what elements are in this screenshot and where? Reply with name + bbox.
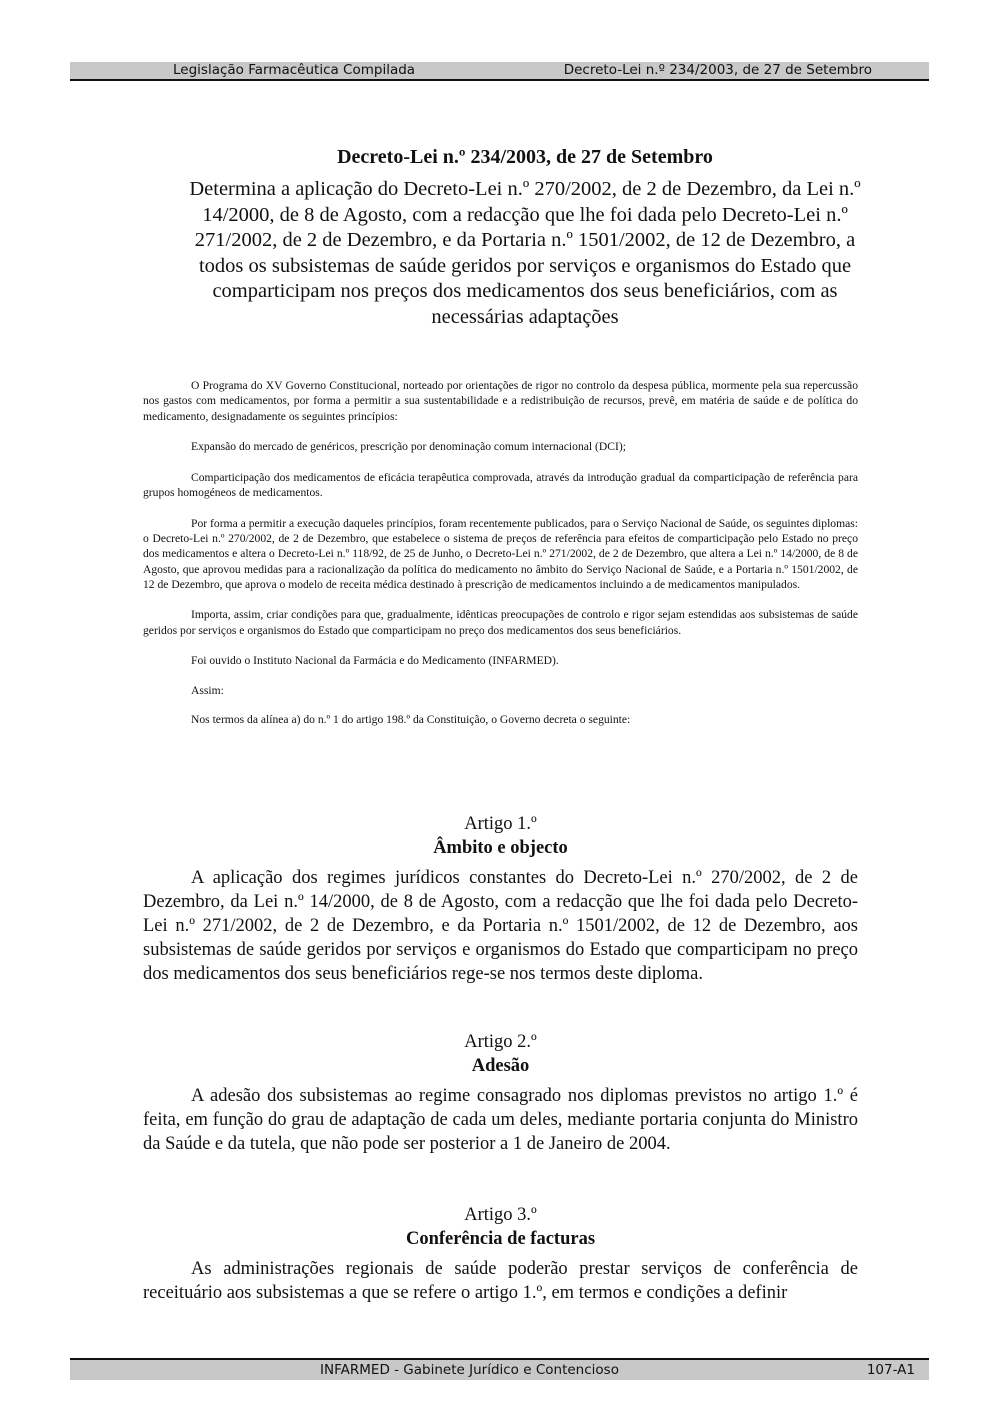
page-number: 107-A1: [866, 1362, 915, 1378]
preamble-paragraph: Assim:: [191, 683, 224, 697]
preamble-paragraph: Comparticipação dos medicamentos de eficácia terapêutica comprovada, através da introdução gradual da comparticipação de referência para grupos homogéneos de medicamentos.: [143, 470, 858, 500]
running-header-right: Decreto-Lei n.º 234/2003, de 27 de Setembro: [563, 62, 872, 78]
document-title: Decreto-Lei n.º 234/2003, de 27 de Setembro: [337, 146, 713, 168]
preamble-paragraph: Nos termos da alínea a) do n.º 1 do artigo 198.º da Constituição, o Governo decreta o seguinte:: [191, 712, 631, 726]
running-header: [70, 62, 929, 81]
article-number: Artigo 2.º: [464, 1032, 537, 1052]
running-footer: [70, 1358, 929, 1380]
preamble-paragraph: Importa, assim, criar condições para que, gradualmente, idênticas preocupações de controlo e rigor sejam estendidas aos subsistemas de saúde geridos por serviços e organismos do Estado que comparticipam no preço dos medicamentos dos seus beneficiários.: [143, 608, 858, 637]
article-heading: Conferência de facturas: [405, 1229, 596, 1249]
running-footer-text: INFARMED - Gabinete Jurídico e Contencioso: [320, 1362, 619, 1378]
preamble-paragraph: Por forma a permitir a execução daqueles princípios, foram recentemente publicados, para o Serviço Nacional de Saúde, os seguintes diplomas: o Decreto-Lei n.º 270/2002, de 2 de Dezembro, que estabelece o sistema de preços de referência para efeitos de comparticipação pelo Estado no preço dos medicamentos e altera o Decreto-Lei n.º 118/92, de 25 de Junho, o Decreto-Lei n.º 271/2002, de 2 de Dezembro, que altera a Lei n.º 14/2000, de 8 de Agosto, que aprovou medidas para a racionalização da política do medicamento no âmbito do Serviço Nacional de Saúde, e a Portaria n.º 1501/2002, de 12 de Dezembro, que aprova o modelo de receita médica destinado à prescrição de medicamentos incluindo a de medicamentos manipulados.: [143, 516, 858, 591]
preamble-paragraph: O Programa do XV Governo Constitucional, norteado por orientações de rigor no controlo da despesa pública, mormente pela sua repercussão nos gastos com medicamentos, por forma a permitir a sua sustentabilidade e a redistribuição de recursos, prevê, em matéria de saúde e de política do medicamento, designadamente os seguintes princípios:: [143, 379, 858, 423]
article-1: [143, 812, 858, 986]
document-subtitle: Determina a aplicação do Decreto-Lei n.º 270/2002, de 2 de Dezembro, da Lei n.º 14/2000, de 8 de Agosto, com a redacção que lhe foi dada pelo Decreto-Lei n.º 271/2002, de 2 de Dezembro, e da Portaria n.º 1501/2002, de 12 de Dezembro, a todos os subsistemas de saúde geridos por serviços e organismos do Estado que comparticipam nos preços dos medicamentos dos seus beneficiários, com as necessárias adaptações: [189, 178, 861, 328]
article-heading: Adesão: [471, 1056, 530, 1076]
preamble: [143, 378, 858, 743]
article-body: A aplicação dos regimes jurídicos constantes do Decreto-Lei n.º 270/2002, de 2 de Dezembro, da Lei n.º 14/2000, de 8 de Agosto, com a redacção que lhe foi dada pelo Decreto-Lei n.º 271/2002, de 2 de Dezembro, e da Portaria n.º 1501/2002, de 12 de Dezembro, aos subsistemas de saúde geridos por serviços e organismos do Estado que comparticipam no preço dos medicamentos dos seus beneficiários rege-se nos termos deste diploma.: [143, 868, 858, 984]
preamble-paragraph: Foi ouvido o Instituto Nacional da Farmácia e do Medicamento (INFARMED).: [191, 654, 559, 668]
article-heading: Âmbito e objecto: [433, 838, 568, 858]
article-3: [143, 1203, 858, 1305]
article-number: Artigo 3.º: [464, 1205, 537, 1225]
article-body: As administrações regionais de saúde poderão prestar serviços de conferência de receituário aos subsistemas a que se refere o artigo 1.º, em termos e condições a definir: [143, 1259, 858, 1303]
article-number: Artigo 1.º: [464, 814, 537, 834]
running-header-left: Legislação Farmacêutica Compilada: [173, 62, 416, 78]
preamble-paragraph: Expansão do mercado de genéricos, prescrição por denominação comum internacional (DCI);: [191, 440, 626, 454]
article-body: A adesão dos subsistemas ao regime consagrado nos diplomas previstos no artigo 1.º é feita, em função do grau de adaptação de cada um deles, mediante portaria conjunta do Ministro da Saúde e da tutela, que não pode ser posterior a 1 de Janeiro de 2004.: [143, 1086, 858, 1154]
article-2: [143, 1030, 858, 1156]
